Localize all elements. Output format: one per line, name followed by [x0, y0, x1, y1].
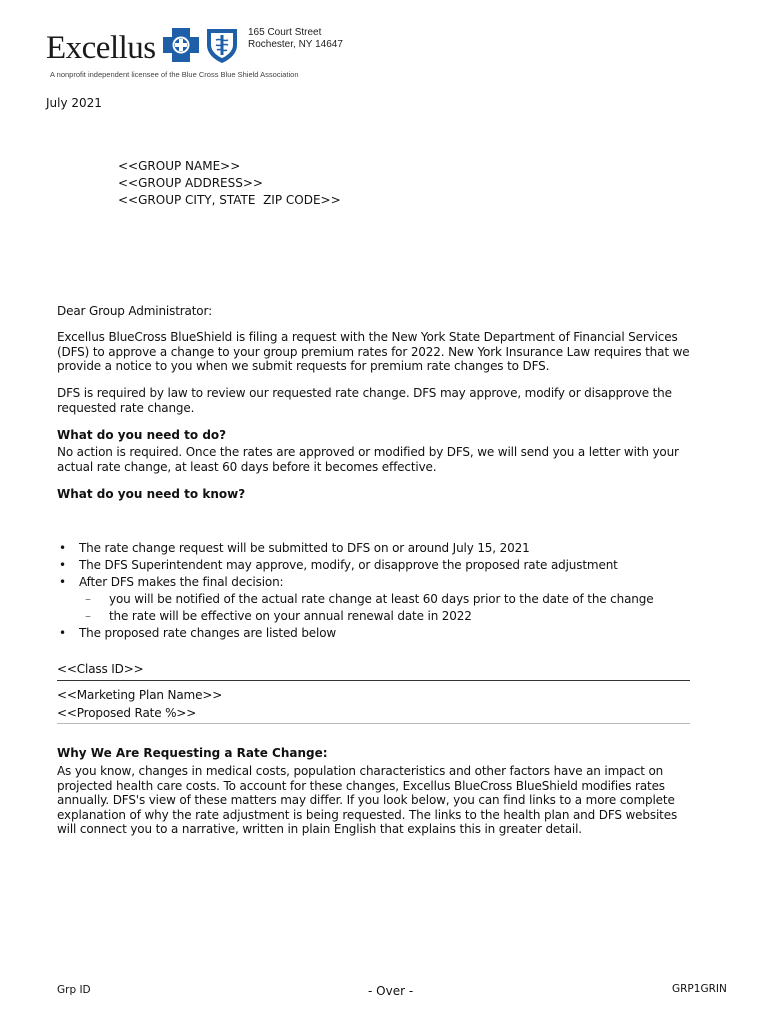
recipient-block — [118, 158, 341, 209]
blue-cross-icon — [163, 28, 199, 62]
bullet-item: • The proposed rate changes are listed below — [57, 625, 717, 642]
address-line-1: 165 Court Street — [248, 27, 322, 38]
footer-group-id: Grp ID — [57, 984, 91, 996]
address-line-2: Rochester, NY 14647 — [248, 39, 343, 50]
recipient-city-state-zip: <<GROUP CITY, STATE ZIP CODE>> — [118, 193, 341, 207]
footer-form-code: GRP1GRIN — [672, 983, 727, 995]
dfs-review-paragraph: DFS is required by law to review our requested rate change. DFS may approve, modify or disapprove the requested rate change. — [57, 386, 672, 415]
section-heading-todo: What do you need to do? — [57, 428, 227, 442]
section-text-why: As you know, changes in medical costs, population characteristics and other factors have an impact on projected health care costs. To account for these changes, Excellus BlueCross BlueShield modifies rates annually. DFS's view of these matters may differ. If you look below, you can find links to a more complete explanation of why the rate adjustment is being requested. The links to the health plan and DFS websites will connect you to a narrative, written in plain English that explains this in greater detail. — [57, 764, 678, 836]
section-text-todo: No action is required. Once the rates are approved or modified by DFS, we will send you a letter with your actual rate change, at least 60 days before it becomes effective. — [57, 445, 679, 474]
blue-shield-icon — [207, 29, 237, 63]
bullet-item: • The rate change request will be submitted to DFS on or around July 15, 2021 — [57, 540, 717, 557]
salutation: Dear Group Administrator: — [57, 304, 212, 318]
proposed-rate-placeholder: <<Proposed Rate %>> — [57, 706, 197, 720]
section-heading-know: What do you need to know? — [57, 487, 246, 501]
table-divider-light — [57, 723, 690, 724]
know-bullet-list — [57, 540, 717, 642]
bcbs-logo-icon — [163, 26, 243, 64]
licensee-tagline: A nonprofit independent licensee of the Blue Cross Blue Shield Association — [50, 70, 299, 79]
bullet-item: • The DFS Superintendent may approve, modify, or disapprove the proposed rate adjustment — [57, 557, 717, 574]
recipient-group-name: <<GROUP NAME>> — [118, 159, 241, 173]
company-logo-text: Excellus — [46, 30, 156, 66]
company-address — [248, 27, 343, 51]
table-divider-dark — [57, 680, 690, 681]
footer-over: - Over - — [368, 984, 414, 998]
sub-bullet-item: – the rate will be effective on your annual renewal date in 2022 — [57, 608, 717, 625]
letter-date: July 2021 — [46, 96, 102, 110]
section-heading-why: Why We Are Requesting a Rate Change: — [57, 746, 328, 760]
bullet-item: • After DFS makes the final decision: — [57, 574, 717, 591]
class-id-placeholder: <<Class ID>> — [57, 662, 144, 676]
intro-paragraph: Excellus BlueCross BlueShield is filing a request with the New York State Department of Financial Services (DFS) to approve a change to your group premium rates for 2022. New York Insurance Law requires that we provide a notice to you when we submit requests for premium rate changes to DFS. — [57, 330, 690, 373]
recipient-group-address: <<GROUP ADDRESS>> — [118, 176, 263, 190]
sub-bullet-item: – you will be notified of the actual rate change at least 60 days prior to the date of the change — [57, 591, 717, 608]
marketing-plan-placeholder: <<Marketing Plan Name>> — [57, 688, 223, 702]
